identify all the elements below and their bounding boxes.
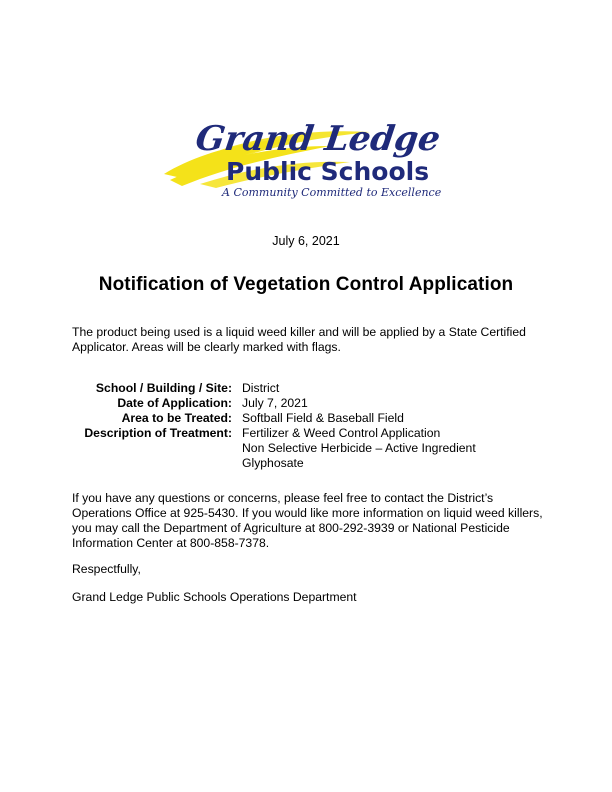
detail-row-treatment — [72, 426, 542, 471]
detail-row-area — [72, 411, 542, 426]
detail-value — [242, 396, 542, 411]
detail-value-line: Fertilizer & Weed Control Application — [242, 426, 441, 440]
detail-value — [242, 426, 542, 471]
details-block — [72, 381, 542, 471]
detail-row-date — [72, 396, 542, 411]
logo-line1: Grand Ledge — [193, 119, 443, 159]
page-title: Notification of Vegetation Control Application — [98, 274, 514, 295]
detail-value-line: Softball Field & Baseball Field — [242, 411, 404, 425]
school-logo-graphic — [160, 110, 450, 200]
signature-text: Grand Ledge Public Schools Operations Department — [72, 590, 357, 604]
intro-paragraph: The product being used is a liquid weed killer and will be applied by a State Certified Applicator. Areas will be clearly marked with flags. — [72, 325, 526, 354]
detail-label: Date of Application: — [117, 396, 232, 410]
detail-value — [242, 411, 542, 426]
detail-label: Description of Treatment: — [84, 426, 232, 440]
detail-value-line: District — [242, 381, 280, 395]
letter-date: July 6, 2021 — [272, 234, 340, 248]
detail-row-site — [72, 381, 542, 396]
detail-value-line: Glyphosate — [242, 456, 304, 470]
school-logo — [160, 110, 450, 200]
detail-value — [242, 381, 542, 396]
contact-paragraph: If you have any questions or concerns, please feel free to contact the District’s Operations Office at 925-5430. If you would like more information on liquid weed killers, you may call the Department of Agriculture at 800-292-3939 or National Pesticide Information Center at 800-858-7378. — [72, 491, 543, 550]
detail-value-line: Non Selective Herbicide – Active Ingredient — [242, 441, 476, 455]
detail-label: School / Building / Site: — [95, 381, 232, 395]
closing-text: Respectfully, — [72, 562, 141, 576]
detail-value-line: July 7, 2021 — [242, 396, 308, 410]
logo-line2: Public Schools — [226, 157, 430, 186]
logo-tagline: A Community Committed to Excellence — [222, 186, 442, 199]
detail-label: Area to be Treated: — [121, 411, 232, 425]
